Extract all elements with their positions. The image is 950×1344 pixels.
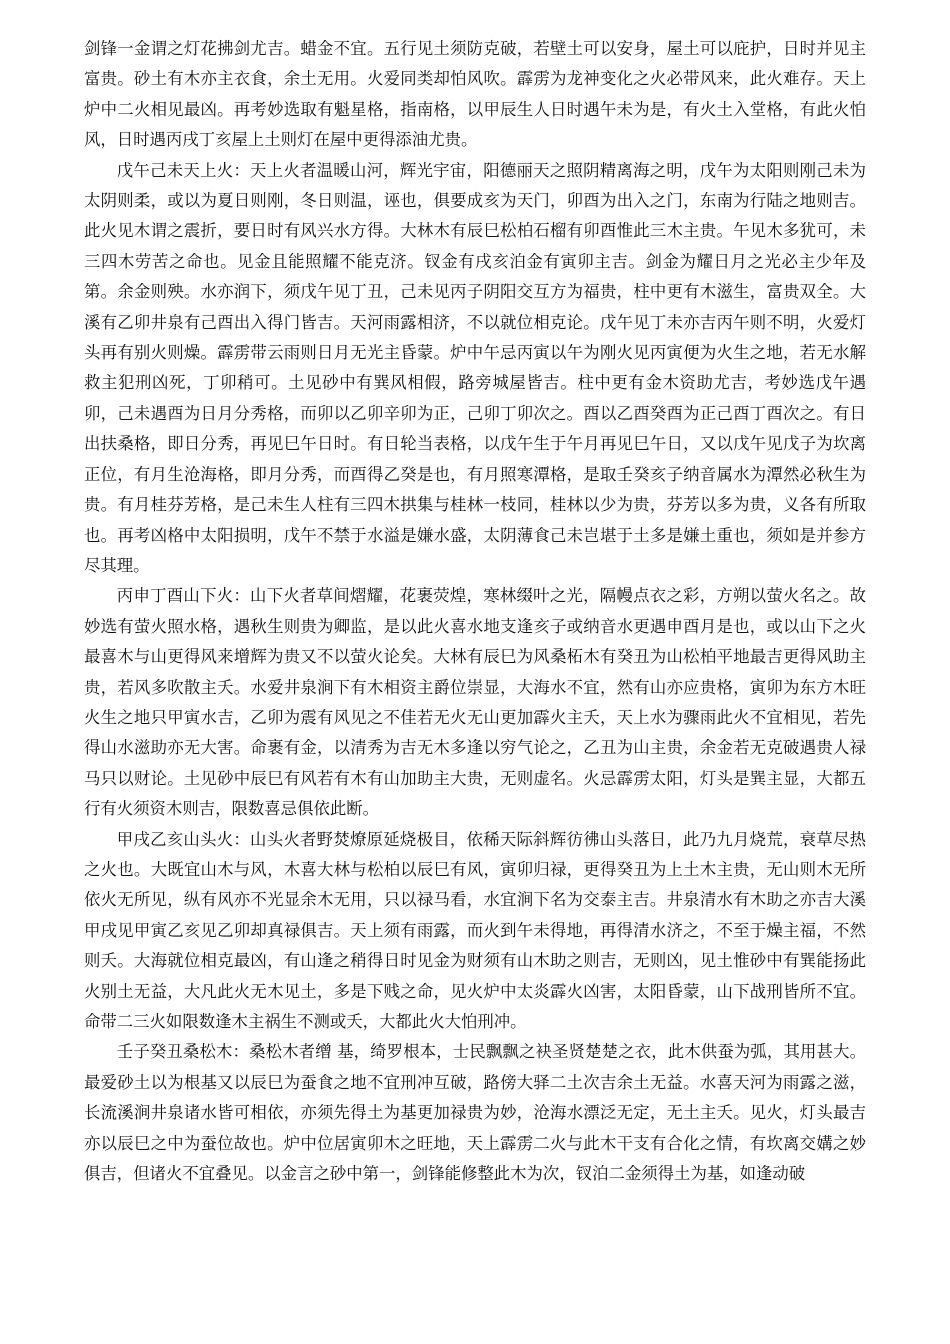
- paragraph-intro-continuation: 剑锋一金谓之灯花拂剑尤吉。蜡金不宜。五行见土须防克破，若壁土可以安身，屋土可以庇护，日时并见主富贵。砂土有木亦主衣食，余土无用。火爱同类却怕风吹。霹雳为龙神变化之火必带风来，此火难存。天上炉中二火相见最凶。再考妙选取有魁星格，指南格，以甲辰生人日时遇午未为是，有火土入堂格，有此火怕风，日时遇丙戌丁亥屋上土则灯在屋中更得添油尤贵。: [84, 39, 866, 150]
- paragraph-tianshanghuo: 戊午己未天上火：天上火者温暖山河，辉光宇宙，阳德丽天之照阴精离海之明，戊午为太阳则刚己未为太阴则柔，或以为夏日则刚，冬日则温，诬也，俱要成亥为天门，卯酉为出入之门，东南为行陆之地则吉。此火见木谓之震折，要日时有风兴水方得。大林木有辰巳松柏石榴有卯酉惟此三木主贵。午见木多犹可，未三四木劳苦之命也。见金且能照耀不能克济。钗金有戌亥泊金有寅卯主吉。剑金为耀日月之光必主少年及第。余金则殃。水亦润下，须戊午见丁丑，己未见丙子阴阳交互方为福贵，柱中更有木滋生，富贵双全。大溪有乙卯井泉有己酉出入得门皆吉。天河雨露相济，不以就位相克论。戊午见丁未亦吉丙午则不明，火爱灯头再有别火则燥。霹雳带云雨则日月无光主昏蒙。炉中午忌丙寅以午为刚火见丙寅便为火生之地，若无水解救主犯刑凶死，丁卯稍可。土见砂中有巽风相假，路旁城屋皆吉。柱中更有金木资助尤吉，考妙选戊午遇卯，己未遇酉为日月分秀格，而卯以乙卯辛卯为正，己卯丁卯次之。酉以乙酉癸酉为正己酉丁酉次之。有日出扶桑格，即日分秀，再见巳午日时。有日轮当表格，以戊午生于午月再见巳午日，又以戊午见戊子为坎离正位，有月生沧海格，即月分秀，而酉得乙癸是也，有月照寒潭格，是取壬癸亥子纳音属水为潭然必秋生为贵。有月桂芬芳格，是己未生人柱有三四木拱集与桂林一枝同，桂林以少为贵，芬芳以多为贵，义各有所取也。再考凶格中太阳损明，戊午不禁于水溢是嫌水盛，太阴薄食己未岂堪于土多是嫌土重也，须如是并参方尽其理。: [84, 160, 866, 575]
- paragraph-shantouhuo: 甲戌乙亥山头火：山头火者野焚燎原延烧极目，依稀天际斜辉彷彿山头落日，此乃九月烧荒，衰草尽热之火也。大既宜山木与风，木喜大林与松柏以辰巳有风，寅卯归禄，更得癸丑为上土木主贵，无山则木无所依火无所见，纵有风亦不光显余木无用，只以禄马看，水宜涧下名为交泰主吉。井泉清水有木助之亦吉大溪甲戌见甲寅乙亥见乙卯却真禄俱吉。天上须有雨露，而火到午未得地，再得清水济之，不至于燥主福，不然则夭。大海就位相克最凶，有山逢之稍得日时见金为财须有山木助之则吉，无则凶，见土惟砂中有巽能扬此火别土无益，大凡此火无木见土，多是下贱之命，见火炉中太炎霹火凶害，太阳昏蒙，山下战刑皆所不宜。命带二三火如限数逢木主祸生不测或夭，大都此火大怕刑冲。: [84, 829, 866, 1031]
- paragraph-shanxiahuo: 丙申丁酉山下火：山下火者草间熠耀，花裹荧煌，寒林缀叶之光，隔幔点衣之彩，方朔以萤火名之。故妙选有萤火照水格，遇秋生则贵为卿监，是以此火喜水地支逢亥子或纳音水更遇申酉月是也，或以山下之火最喜木与山更得风来增辉为贵又不以萤火论矣。大林有辰巳为风桑柘木有癸丑为山松柏平地最吉更得风助主贵，若风多吹散主夭。水爱井泉涧下有木相资主爵位崇显，大海水不宜，然有山亦应贵格，寅卯为东方木旺火生之地只甲寅水吉，乙卯为震有风见之不佳若无火无山更加霹火主夭，天上水为骤雨此火不宜相见，若先得山水滋助亦无大害。命裹有金，以清秀为吉无木多逢以穷气论之，乙丑为山主贵，余金若无克破遇贵人禄马只以财论。土见砂中辰巳有风若有木有山加助主大贵，无则虚名。火忌霹雳太阳，灯头是巽主显，大都五行有火须资木则吉，限数喜忌俱依此断。: [84, 586, 866, 819]
- paragraph-sangsongmu: 壬子癸丑桑松木：桑松木者缯 基，绮罗根本，士民飘飘之袂圣贤楚楚之衣，此木供蚕为弧，其用甚大。最爱砂土以为根基又以辰巳为蚕食之地不宜刑冲互破，路傍大驿二土次吉余土无益。水喜天河为雨露之滋，长流溪涧井泉诸水皆可相依，亦须先得土为基更加禄贵为妙，沧海水漂泛无定，无土主夭。见火，灯头最吉亦以辰巳之中为蚕位故也。炉中位居寅卯木之旺地，天上霹雳二火与此木干支有合化之情，有坎离交媾之妙俱吉，但诸火不宜叠见。以金言之砂中第一，剑锋能修整此木为次，钗泊二金须得土为基，如逢动破: [84, 1042, 866, 1184]
